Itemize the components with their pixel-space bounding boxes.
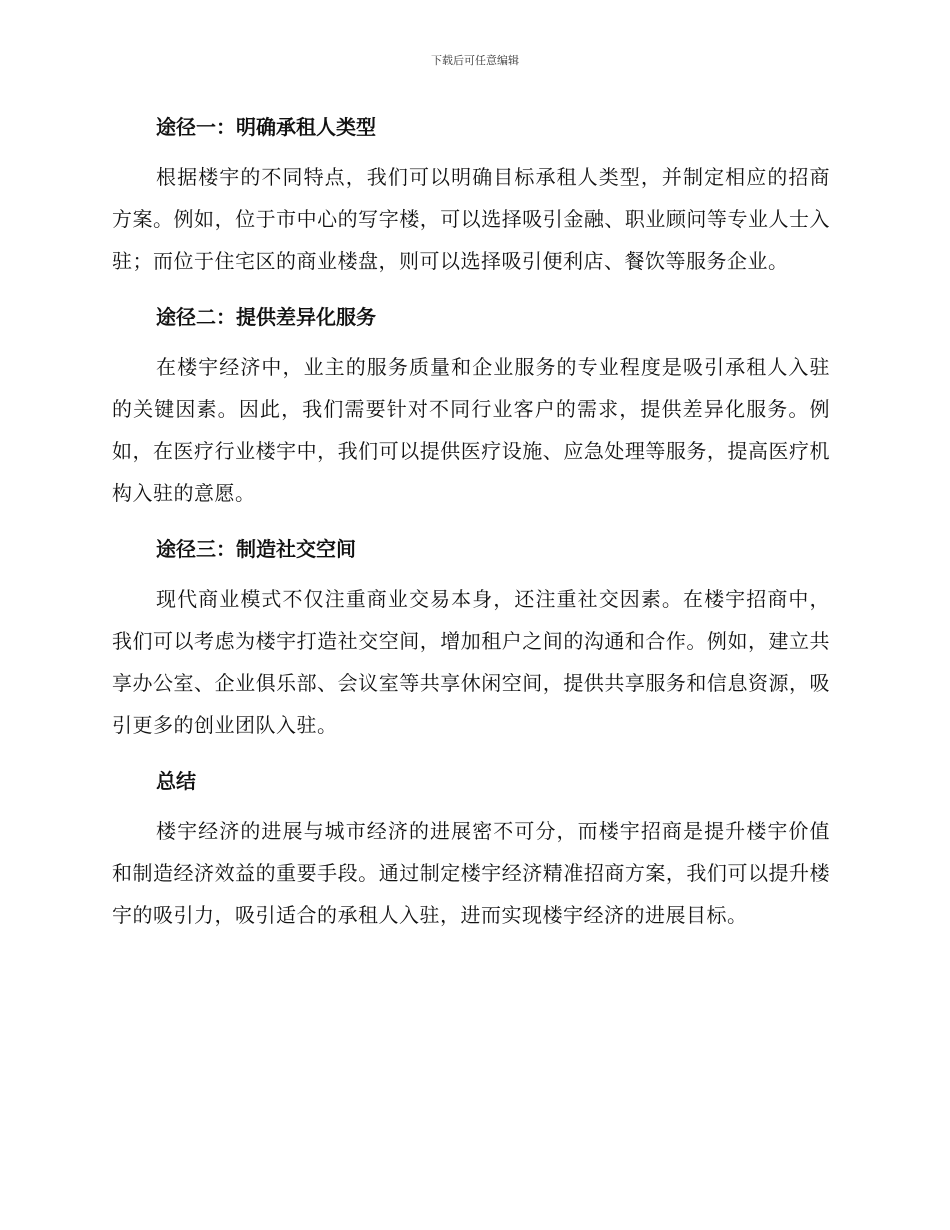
section-heading: 途径一：明确承租人类型 xyxy=(156,115,376,139)
section-heading: 总结 xyxy=(156,769,196,793)
section-differentiated-service xyxy=(112,302,830,514)
section-paragraph: 楼宇经济的进展与城市经济的进展密不可分，而楼宇招商是提升楼宇价值和制造经济效益的重要手段。通过制定楼宇经济精准招商方案，我们可以提升楼宇的吸引力，吸引适合的承租人入驻，进而实现楼宇经济的进展目标。 xyxy=(112,819,830,927)
section-paragraph: 根据楼宇的不同特点，我们可以明确目标承租人类型，并制定相应的招商方案。例如，位于市中心的写字楼，可以选择吸引金融、职业顾问等专业人士入驻；而位于住宅区的商业楼盘，则可以选择吸引便利店、餐饮等服务企业。 xyxy=(112,165,830,273)
section-social-space xyxy=(112,534,830,746)
page-header: 下载后可任意编辑 xyxy=(431,54,519,67)
section-summary xyxy=(112,766,830,936)
document-body xyxy=(112,112,830,956)
section-heading: 途径三：制造社交空间 xyxy=(156,537,356,561)
section-tenant-type xyxy=(112,112,830,282)
section-paragraph: 现代商业模式不仅注重商业交易本身，还注重社交因素。在楼宇招商中，我们可以考虑为楼宇打造社交空间，增加租户之间的沟通和合作。例如，建立共享办公室、企业俱乐部、会议室等共享休闲空间，提供共享服务和信息资源，吸引更多的创业团队入驻。 xyxy=(112,587,830,737)
section-paragraph: 在楼宇经济中，业主的服务质量和企业服务的专业程度是吸引承租人入驻的关键因素。因此，我们需要针对不同行业客户的需求，提供差异化服务。例如，在医疗行业楼宇中，我们可以提供医疗设施、应急处理等服务，提高医疗机构入驻的意愿。 xyxy=(112,355,830,505)
section-heading: 途径二：提供差异化服务 xyxy=(156,305,376,329)
